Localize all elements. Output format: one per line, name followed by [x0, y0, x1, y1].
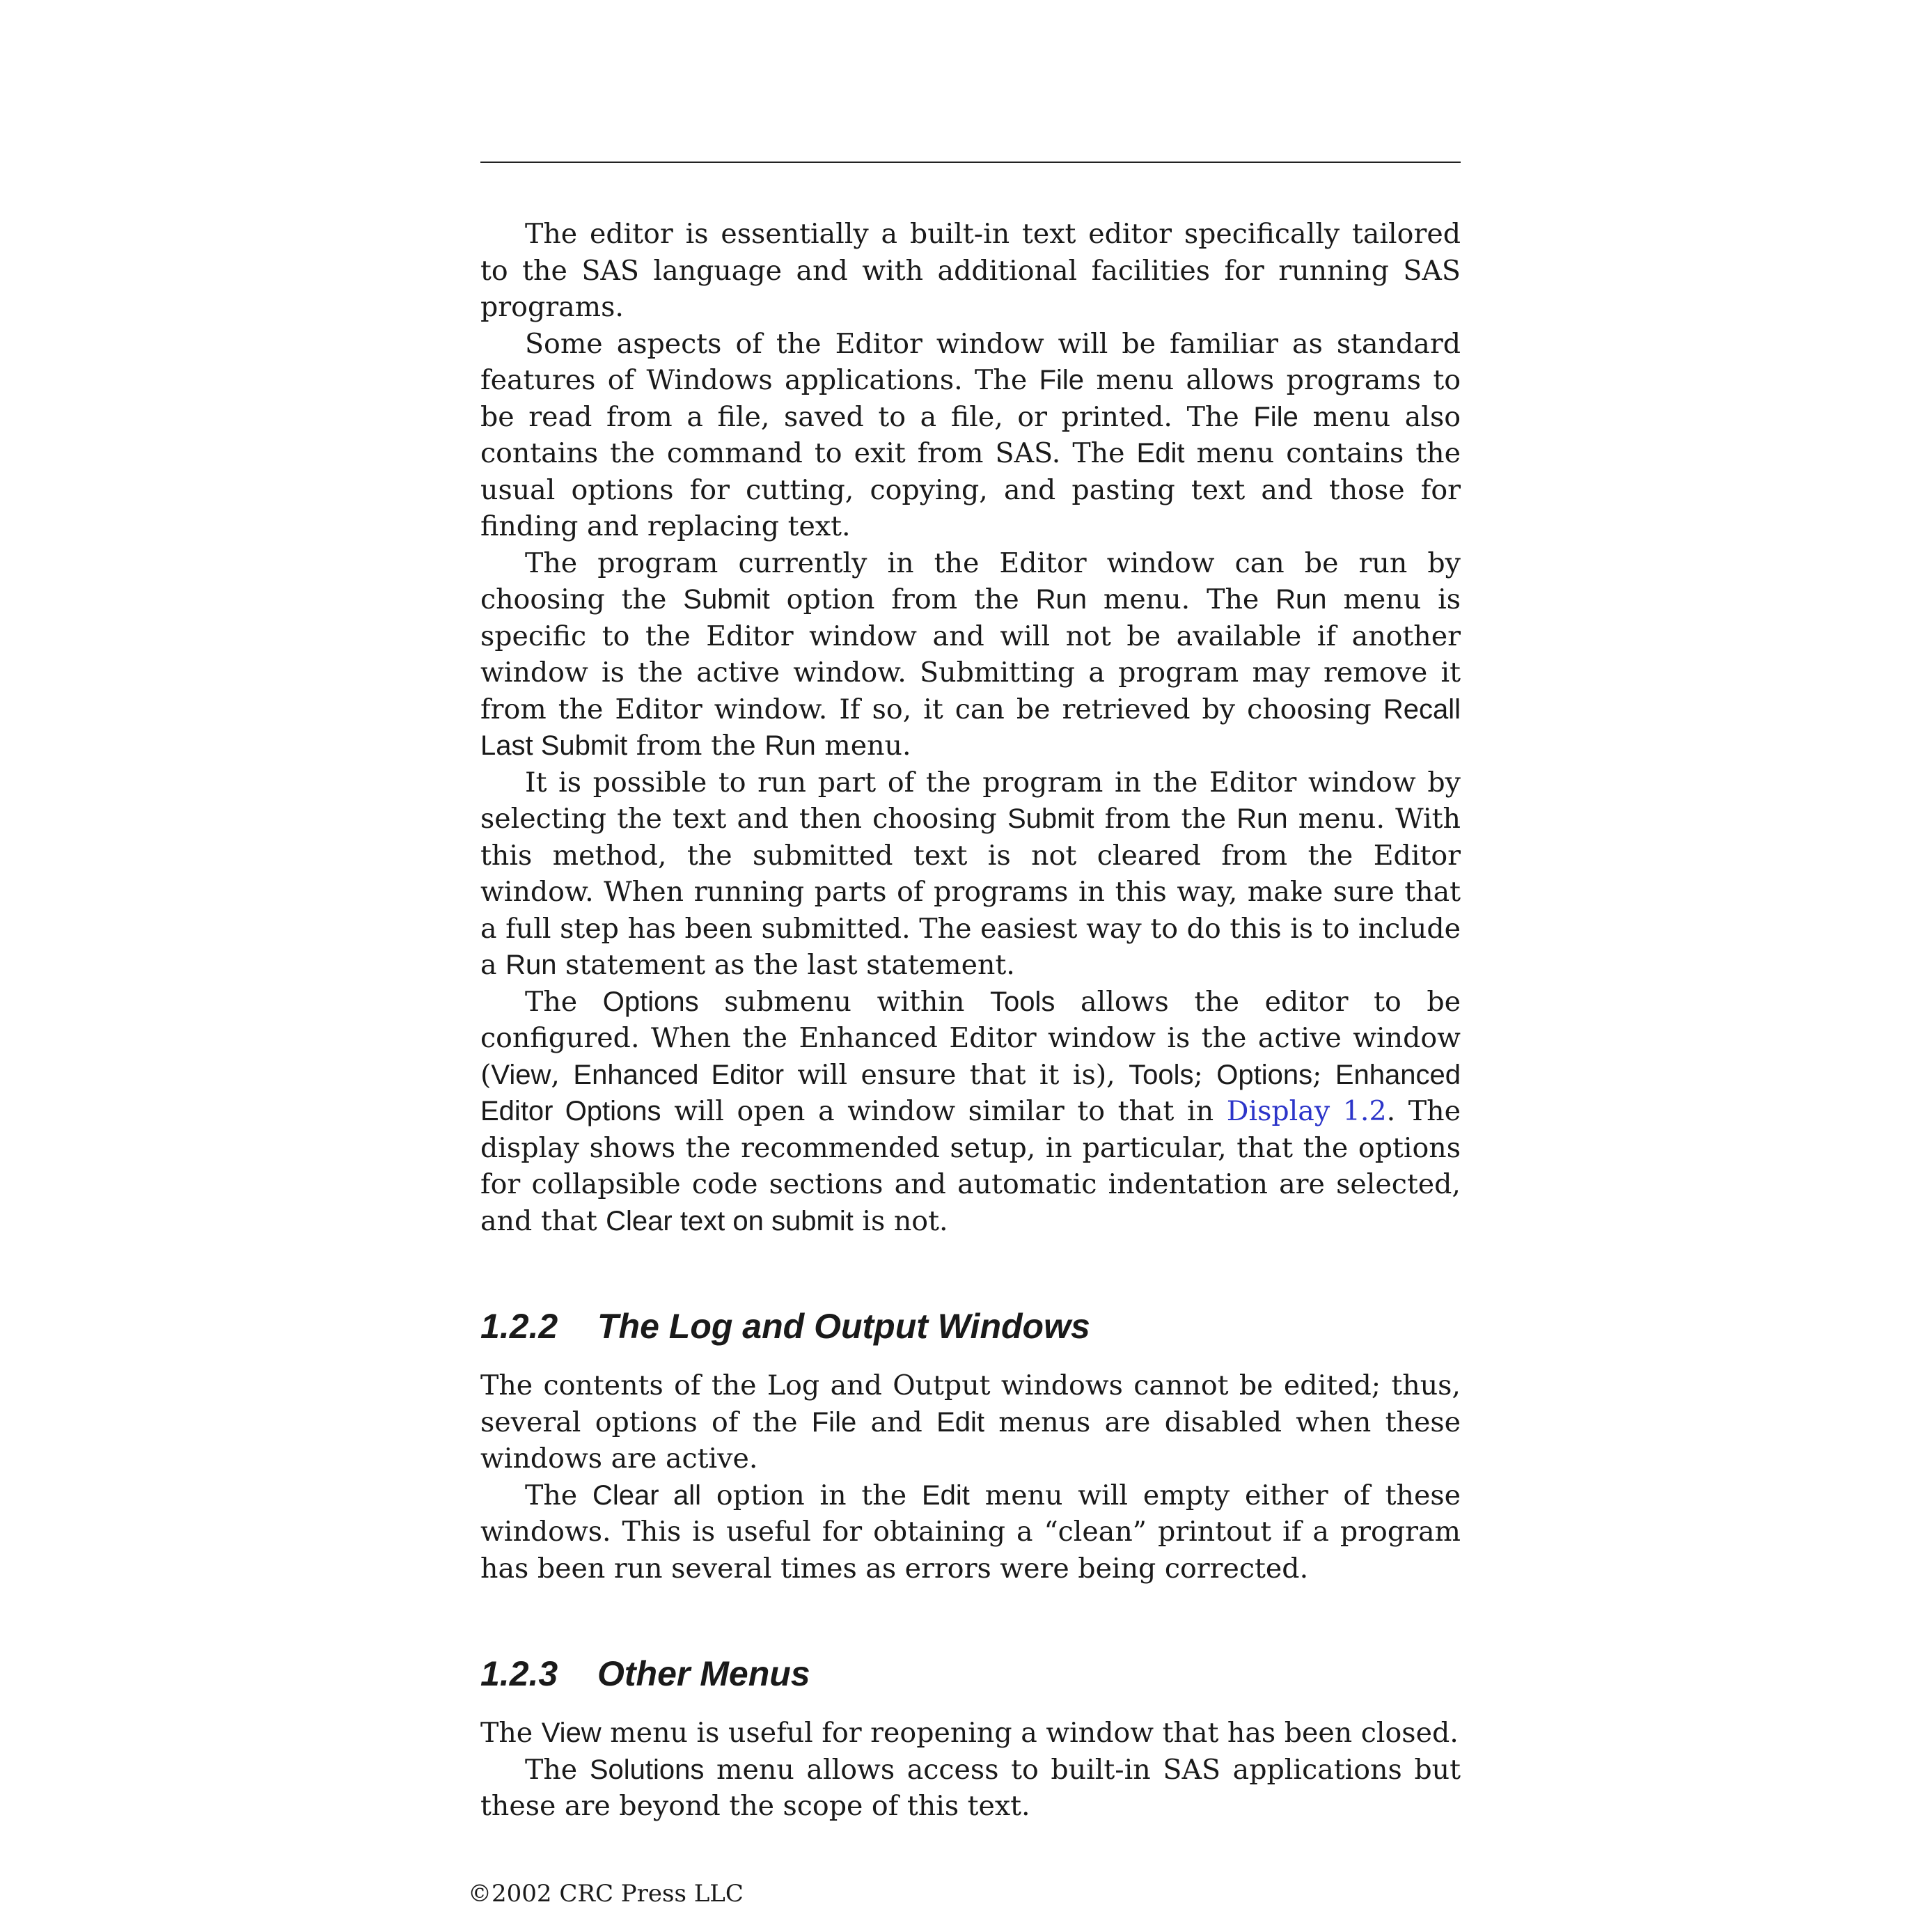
- text-run: submenu within: [698, 985, 991, 1018]
- text-run: The: [525, 1479, 593, 1511]
- text-run: menus are disabled when these windows are active.: [480, 1406, 1461, 1475]
- copyright-footer: ©2002 CRC Press LLC: [468, 1880, 744, 1908]
- text-run: The: [525, 985, 603, 1018]
- menu-term-file: File: [1039, 365, 1085, 395]
- menu-term-edit: Edit: [936, 1406, 985, 1438]
- menu-term-view: View: [541, 1718, 602, 1748]
- text-run: Some aspects of the Editor window will be familiar as standard features of Windows applications. The: [480, 327, 1461, 396]
- paragraph-editor-options: [480, 984, 1461, 1240]
- paragraph-editor-partial-run: [480, 764, 1461, 984]
- text-run: option in the: [701, 1479, 922, 1511]
- menu-term-submit: Submit: [683, 584, 770, 615]
- text-run: menu will empty either of these windows. This is useful for obtaining a “clean” printout if a program has been run several times as errors were being corrected.: [480, 1479, 1461, 1585]
- text-run: will open a window similar to that in: [661, 1095, 1227, 1127]
- section-number: 1.2.3: [480, 1654, 558, 1693]
- menu-term-run: Run: [1035, 584, 1087, 615]
- section-title: Other Menus: [597, 1654, 810, 1693]
- menu-term-edit: Edit: [1136, 438, 1185, 469]
- menu-term-submit: Submit: [1007, 803, 1094, 834]
- text-run: The editor is essentially a built-in text editor specifically tailored to the SAS language and with additional facilities for running SAS programs.: [480, 218, 1461, 323]
- paragraph-editor-menus: [480, 326, 1461, 545]
- menu-term-clear-text-on-submit: Clear text on submit: [606, 1205, 854, 1236]
- text-run: The: [525, 1753, 590, 1786]
- text-run: is not.: [853, 1204, 948, 1237]
- menu-term-view: View: [491, 1059, 551, 1090]
- menu-term-file: File: [811, 1406, 857, 1438]
- text-run: option from the: [769, 583, 1036, 615]
- text-run: from the: [1094, 803, 1237, 835]
- text-run: . The display shows the recommended setup, in particular, that the options for collapsible code sections and automatic indentation are selected, and that: [480, 1095, 1461, 1237]
- text-run: The contents of the Log and Output windows cannot be edited; thus, several options of the: [480, 1369, 1461, 1438]
- menu-term-clear-all: Clear all: [592, 1479, 702, 1511]
- menu-term-options: Options: [602, 986, 699, 1017]
- text-run: menu. With this method, the submitted text is not cleared from the Editor window. When running parts of programs in this way, make sure that a full step has been submitted. The easiest way to do this is to include a: [480, 803, 1461, 981]
- menu-term-run: Run: [1236, 803, 1288, 834]
- paragraph-view-menu: [480, 1715, 1461, 1752]
- body-text: [480, 216, 1461, 1825]
- text-run: menu also contains the command to exit from SAS. The: [480, 400, 1461, 469]
- text-run: menu allows programs to be read from a file, saved to a file, or printed. The: [480, 364, 1461, 433]
- text-run: allows the editor to be configured. When the Enhanced Editor window is the active window (: [480, 985, 1461, 1091]
- menu-term-tools: Tools: [1129, 1059, 1194, 1090]
- text-run: and: [856, 1406, 937, 1438]
- display-reference-link[interactable]: Display 1.2: [1226, 1095, 1387, 1127]
- text-run: ,: [551, 1058, 574, 1091]
- menu-term-file: File: [1253, 401, 1298, 432]
- text-run: The: [480, 1717, 542, 1749]
- text-run: menu is useful for reopening a window that has been closed.: [601, 1717, 1459, 1749]
- menu-term-enhanced-editor-options: Enhanced Editor Options: [480, 1059, 1461, 1126]
- text-run: menu is specific to the Editor window and will not be available if another window is the active window. Submitting a program may remove it from the Editor window. If so, it can be retrieved by choosing: [480, 583, 1461, 725]
- menu-term-solutions: Solutions: [589, 1754, 705, 1785]
- menu-term-options: Options: [1216, 1059, 1313, 1090]
- menu-term-tools: Tools: [990, 986, 1055, 1017]
- text-run: will ensure that it is),: [784, 1058, 1129, 1091]
- menu-term-run: Run: [505, 950, 557, 980]
- paragraph-log-output-clear: [480, 1477, 1461, 1587]
- paragraph-solutions-menu: [480, 1752, 1461, 1825]
- text-run: from the: [627, 730, 765, 762]
- text-run: ;: [1193, 1058, 1217, 1091]
- text-run: menu contains the usual options for cutting, copying, and pasting text and those for finding and replacing text.: [480, 437, 1461, 542]
- section-heading-other-menus: [480, 1652, 1461, 1695]
- text-run: menu. The: [1087, 583, 1276, 615]
- section-title: The Log and Output Windows: [597, 1307, 1090, 1346]
- header-rule: [480, 162, 1461, 163]
- text-run: statement as the last statement.: [556, 949, 1015, 981]
- menu-term-enhanced-editor: Enhanced Editor: [573, 1059, 785, 1090]
- paragraph-log-output-readonly: [480, 1367, 1461, 1477]
- menu-term-run: Run: [764, 730, 816, 761]
- paragraph-editor-run: [480, 545, 1461, 764]
- text-run: menu allows access to built-in SAS applications but these are beyond the scope of this text.: [480, 1753, 1461, 1822]
- text-run: It is possible to run part of the program in the Editor window by selecting the text and then choosing: [480, 766, 1461, 835]
- section-number: 1.2.2: [480, 1307, 558, 1346]
- text-run: ;: [1312, 1058, 1335, 1091]
- paragraph-editor-intro: [480, 216, 1461, 326]
- menu-term-recall-last-submit: Recall Last Submit: [480, 693, 1461, 761]
- text-run: menu.: [815, 730, 911, 762]
- menu-term-edit: Edit: [921, 1479, 970, 1511]
- section-heading-log-output: [480, 1305, 1461, 1348]
- text-run: The program currently in the Editor window can be run by choosing the: [480, 547, 1461, 615]
- menu-term-run: Run: [1275, 584, 1327, 615]
